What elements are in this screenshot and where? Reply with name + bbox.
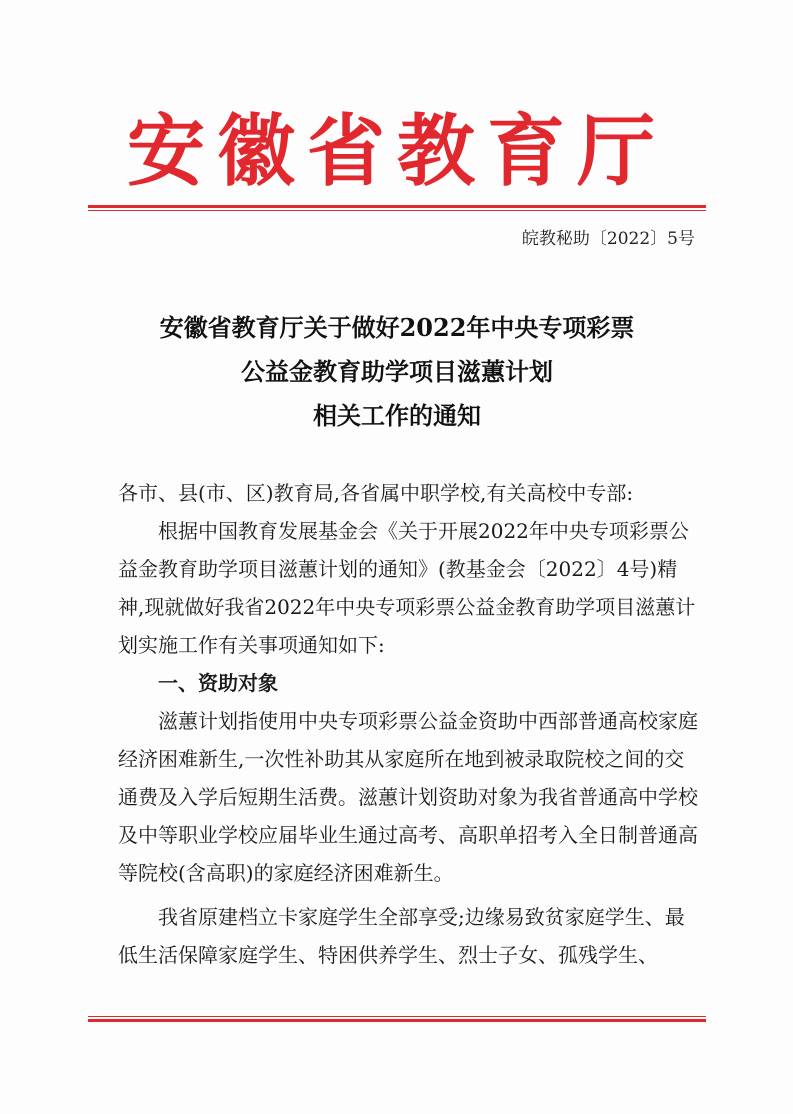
paragraph-basis: 根据中国教育发展基金会《关于开展2022年中央专项彩票公益金教育助学项目滋蕙计划的通知》(教基金会〔2022〕4号)精神,现就做好我省2022年中央专项彩票公益金教育助学项目滋蕙计划实施工作有关事项通知如下: — [118, 519, 696, 657]
title-line-3: 相关工作的通知 — [313, 401, 481, 430]
section-heading-1: 一、资助对象 — [158, 671, 278, 695]
letterhead-rule-thin — [88, 210, 706, 211]
document-title — [90, 306, 704, 438]
document-number: 皖教秘助〔2022〕5号 — [521, 229, 695, 249]
letterhead-rule-thick — [88, 205, 706, 208]
paragraph-eligibility: 我省原建档立卡家庭学生全部享受;边缘易致贫家庭学生、最低生活保障家庭学生、特困供养学生、烈士子女、孤残学生、 — [118, 905, 685, 967]
footer-rule-thick — [88, 1019, 706, 1022]
letterhead-title: 安徽省教育厅 — [126, 106, 667, 197]
footer-rule-thin — [88, 1016, 706, 1017]
salutation: 各市、县(市、区)教育局,各省属中职学校,有关高校中专部: — [118, 481, 634, 505]
document-body — [118, 474, 700, 974]
title-line-1: 安徽省教育厅关于做好2022年中央专项彩票 — [159, 313, 635, 342]
paragraph-scope: 滋蕙计划指使用中央专项彩票公益金资助中西部普通高校家庭经济困难新生,一次性补助其从家庭所在地到被录取院校之间的交通费及入学后短期生活费。滋蕙计划资助对象为我省普通高中学校及中等职业学校应届毕业生通过高考、高职单招考入全日制普通高等院校(含高职)的家庭经济困难新生。 — [118, 709, 698, 885]
title-line-2: 公益金教育助学项目滋蕙计划 — [241, 357, 553, 386]
